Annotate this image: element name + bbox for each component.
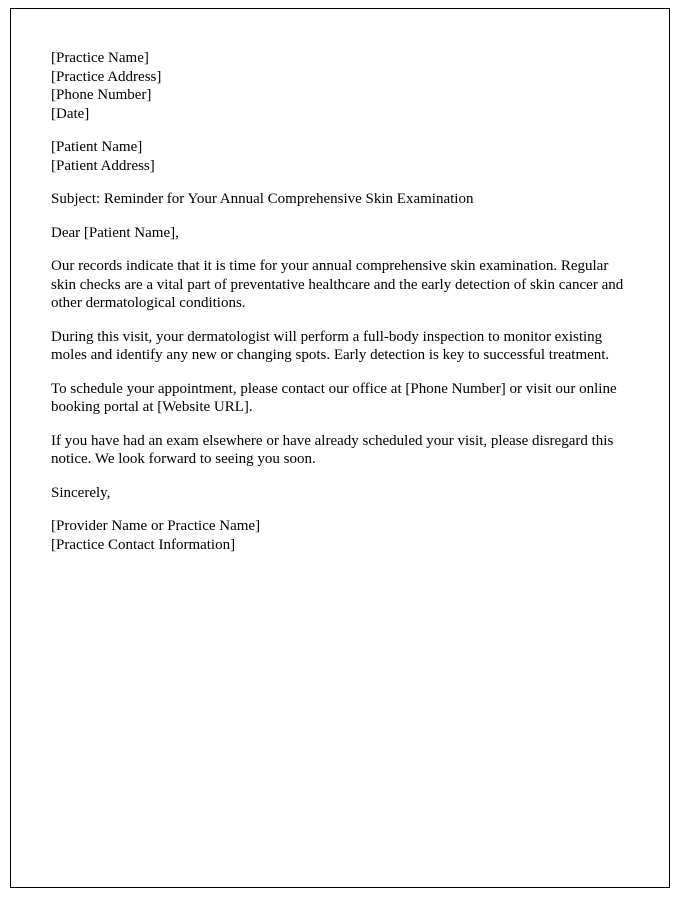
date-placeholder: [Date] [51,105,90,122]
paragraph-2 [51,328,629,365]
paragraph-2-text: During this visit, your dermatologist will perform a full-body inspection to monitor existing moles and identify any new or changing spots. Early detection is key to successful treatment. [51,328,610,363]
salutation [51,224,629,243]
patient-address-placeholder: [Patient Address] [51,157,155,174]
provider-name-placeholder: [Provider Name or Practice Name] [51,518,261,534]
practice-name-placeholder: [Practice Name] [51,50,149,66]
closing-text: Sincerely, [51,484,111,501]
paragraph-3-text: To schedule your appointment, please contact our office at [Phone Number] or visit our online booking portal at [Website URL]. [51,380,617,415]
closing [51,484,629,503]
paragraph-3 [51,380,629,417]
paragraph-4-text: If you have had an exam elsewhere or have already scheduled your visit, please disregard this notice. We look forward to seeing you soon. [51,432,614,467]
paragraph-1-text: Our records indicate that it is time for your annual comprehensive skin examination. Regular skin checks are a vital part of preventative healthcare and the early detection of skin cancer and other dermatological conditions. [51,258,624,311]
phone-number-placeholder: [Phone Number] [51,87,152,103]
subject-text: Subject: Reminder for Your Annual Comprehensive Skin Examination [51,191,474,207]
signature-block [51,517,629,554]
sender-block [51,49,629,123]
paragraph-4 [51,432,629,469]
paragraph-1 [51,257,629,313]
letter-page [10,8,670,888]
practice-contact-placeholder: [Practice Contact Information] [51,536,236,553]
patient-name-placeholder: [Patient Name] [51,139,143,155]
recipient-block [51,138,629,175]
subject-line [51,190,629,209]
practice-address-placeholder: [Practice Address] [51,68,162,85]
letter-body [11,9,669,554]
salutation-text: Dear [Patient Name], [51,224,179,241]
